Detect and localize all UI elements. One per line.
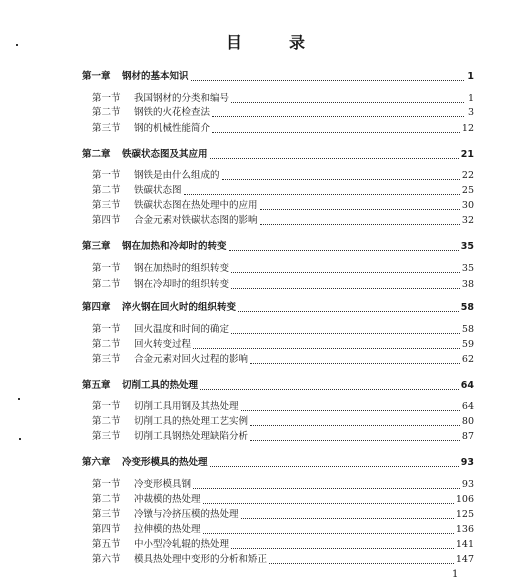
- toc-section-entry: [92, 430, 474, 444]
- toc-dot-leader: [231, 272, 460, 273]
- toc-dot-leader: [238, 311, 459, 312]
- toc-section-entry: [92, 353, 474, 367]
- toc-dot-leader: [250, 440, 460, 441]
- toc-section-entry: [92, 478, 474, 492]
- toc-entry-number: 第四节: [92, 524, 121, 535]
- toc-section-entry: [92, 493, 474, 507]
- toc-entry-number: 第六章: [82, 457, 111, 468]
- toc-entry-title: 铁碳状态图在热处理中的应用: [134, 200, 258, 211]
- toc-section-entry: [92, 184, 474, 198]
- toc-entry-page: 106: [455, 494, 474, 505]
- toc-entry-number: 第一节: [92, 324, 121, 335]
- toc-entry-number: 第六节: [92, 554, 121, 565]
- toc-chapter-entry: [82, 70, 474, 84]
- toc-dot-leader: [200, 389, 459, 390]
- toc-dot-leader: [260, 224, 460, 225]
- toc-entry-title: 切削工具的热处理工艺实例: [134, 416, 249, 427]
- toc-entry-number: 第一节: [92, 401, 121, 412]
- toc-entry-title: 拉伸模的热处理: [134, 524, 201, 535]
- toc-entry-title: 钢的机械性能简介: [134, 123, 211, 134]
- toc-entry-page: 59: [461, 339, 474, 350]
- toc-entry-number: 第三节: [92, 123, 121, 134]
- toc-entry-page: 62: [461, 354, 474, 365]
- toc-dot-leader: [210, 466, 459, 467]
- toc-dot-leader: [203, 533, 454, 534]
- toc-section-entry: [92, 278, 474, 292]
- toc-dot-leader: [231, 288, 460, 289]
- toc-dot-leader: [222, 179, 460, 180]
- toc-entry-title: 冷镦与冷挤压模的热处理: [134, 509, 239, 520]
- toc-entry-page: 147: [455, 554, 474, 565]
- toc-entry-number: 第一节: [92, 263, 121, 274]
- toc-entry-number: 第三章: [82, 241, 111, 252]
- toc-chapter-entry: [82, 379, 474, 393]
- toc-chapter-entry: [82, 148, 474, 162]
- toc-entry-number: 第二节: [92, 416, 121, 427]
- toc-entry-page: 25: [461, 185, 474, 196]
- toc-entry-page: 35: [460, 241, 474, 252]
- toc-entry-page: 64: [461, 401, 474, 412]
- toc-dot-leader: [269, 563, 454, 564]
- page-title: [0, 30, 532, 53]
- toc-entry-title: 中小型冷轧辊的热处理: [134, 539, 230, 550]
- page-number: 1: [452, 569, 459, 580]
- toc-dot-leader: [184, 194, 460, 195]
- toc-entry-title: 切削工具用钢及其热处理: [134, 401, 239, 412]
- toc-section-entry: [92, 262, 474, 276]
- toc-entry-page: 58: [460, 302, 474, 313]
- toc-entry-title: 钢铁的火花检查法: [134, 107, 211, 118]
- toc-entry-title: 铁碳状态图: [134, 185, 182, 196]
- toc-entry-number: 第三节: [92, 509, 121, 520]
- toc-dot-leader: [191, 80, 464, 81]
- toc-dot-leader: [229, 250, 459, 251]
- toc-entry-title: 钢在加热时的组织转变: [134, 263, 230, 274]
- toc-section-entry: [92, 199, 474, 213]
- toc-entry-number: 第二节: [92, 185, 121, 196]
- toc-entry-title: 冷变形模具钢: [134, 479, 192, 490]
- toc-entry-page: 32: [461, 215, 474, 226]
- toc-section-entry: [92, 214, 474, 228]
- toc-entry-page: 22: [461, 170, 474, 181]
- toc-chapter-entry: [82, 456, 474, 470]
- toc-entry-number: 第三节: [92, 200, 121, 211]
- toc-entry-title: 钢在加热和冷却时的转变: [122, 241, 227, 252]
- toc-dot-leader: [260, 209, 460, 210]
- toc-entry-page: 12: [461, 123, 474, 134]
- toc-entry-page: 136: [455, 524, 474, 535]
- toc-section-entry: [92, 400, 474, 414]
- toc-entry-title: 切削工具钢热处理缺陷分析: [134, 431, 249, 442]
- toc-entry-title: 合金元素对回火过程的影响: [134, 354, 249, 365]
- toc-section-entry: [92, 169, 474, 183]
- toc-section-entry: [92, 538, 474, 552]
- toc-dot-leader: [231, 102, 464, 103]
- toc-entry-page: 1: [467, 93, 474, 104]
- toc-entry-number: 第一章: [82, 71, 111, 82]
- toc-section-entry: [92, 553, 474, 567]
- toc-entry-title: 回火转变过程: [134, 339, 192, 350]
- toc-entry-title: 淬火钢在回火时的组织转变: [122, 302, 237, 313]
- toc-chapter-entry: [82, 240, 474, 254]
- toc-entry-number: 第四章: [82, 302, 111, 313]
- toc-entry-page: 93: [461, 479, 474, 490]
- toc-dot-leader: [212, 116, 464, 117]
- toc-entry-page: 141: [455, 539, 474, 550]
- toc-dot-leader: [250, 425, 460, 426]
- page-title-part1: 目: [225, 33, 243, 52]
- toc-dot-leader: [231, 333, 460, 334]
- toc-entry-number: 第三节: [92, 431, 121, 442]
- toc-dot-leader: [250, 363, 460, 364]
- toc-entry-page: 21: [460, 149, 474, 160]
- toc-entry-page: 58: [461, 324, 474, 335]
- toc-entry-page: 87: [461, 431, 474, 442]
- toc-entry-title: 模具热处理中变形的分析和矫正: [134, 554, 268, 565]
- toc-entry-title: 钢材的基本知识: [122, 71, 189, 82]
- toc-section-entry: [92, 92, 474, 106]
- toc-dot-leader: [212, 132, 460, 133]
- toc-entry-number: 第三节: [92, 354, 121, 365]
- toc-section-entry: [92, 508, 474, 522]
- toc-entry-page: 38: [461, 279, 474, 290]
- toc-entry-title: 钢铁是由什么组成的: [134, 170, 220, 181]
- scan-speck: [19, 438, 21, 440]
- toc-section-entry: [92, 523, 474, 537]
- toc-entry-number: 第二节: [92, 107, 121, 118]
- toc-entry-title: 合金元素对铁碳状态图的影响: [134, 215, 258, 226]
- toc-entry-page: 3: [467, 107, 474, 118]
- toc-chapter-entry: [82, 301, 474, 315]
- toc-entry-number: 第二节: [92, 494, 121, 505]
- toc-dot-leader: [231, 548, 454, 549]
- toc-entry-number: 第二章: [82, 149, 111, 160]
- toc-section-entry: [92, 338, 474, 352]
- toc-entry-title: 我国钢材的分类和编号: [134, 93, 230, 104]
- toc-entry-number: 第四节: [92, 215, 121, 226]
- toc-section-entry: [92, 415, 474, 429]
- toc-section-entry: [92, 323, 474, 337]
- toc-dot-leader: [193, 348, 460, 349]
- toc-dot-leader: [193, 488, 460, 489]
- toc-entry-page: 30: [461, 200, 474, 211]
- toc-entry-number: 第二节: [92, 279, 121, 290]
- toc-entry-number: 第一节: [92, 93, 121, 104]
- toc-entry-title: 切削工具的热处理: [122, 380, 199, 391]
- toc-entry-page: 35: [461, 263, 474, 274]
- toc-entry-page: 1: [467, 71, 474, 82]
- toc-entry-number: 第一节: [92, 170, 121, 181]
- toc-entry-title: 冷变形模具的热处理: [122, 457, 208, 468]
- toc-dot-leader: [210, 158, 459, 159]
- toc-entry-title: 冲裁模的热处理: [134, 494, 201, 505]
- toc-section-entry: [92, 106, 474, 120]
- toc-entry-number: 第五节: [92, 539, 121, 550]
- toc-entry-page: 93: [460, 457, 474, 468]
- toc-entry-title: 钢在冷却时的组织转变: [134, 279, 230, 290]
- toc-entry-page: 125: [455, 509, 474, 520]
- toc-dot-leader: [241, 410, 460, 411]
- toc-dot-leader: [241, 518, 454, 519]
- toc-entry-page: 64: [460, 380, 474, 391]
- toc-entry-number: 第二节: [92, 339, 121, 350]
- toc-dot-leader: [203, 503, 454, 504]
- page-title-part2: 录: [289, 33, 307, 52]
- toc-section-entry: [92, 122, 474, 136]
- toc-entry-title: 铁碳状态图及其应用: [122, 149, 208, 160]
- toc-entry-page: 80: [461, 416, 474, 427]
- scan-speck: [18, 398, 20, 400]
- toc-entry-number: 第五章: [82, 380, 111, 391]
- toc-entry-title: 回火温度和时间的确定: [134, 324, 230, 335]
- scan-speck: [16, 44, 18, 46]
- toc-entry-number: 第一节: [92, 479, 121, 490]
